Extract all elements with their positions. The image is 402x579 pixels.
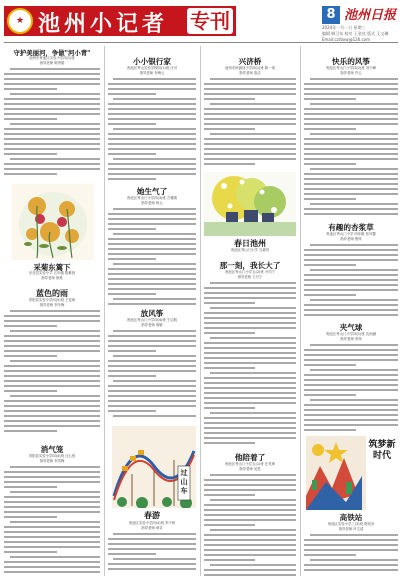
article-body <box>4 310 100 438</box>
article-byline: 指导老师 杨云 <box>141 201 163 205</box>
article-body <box>108 533 196 576</box>
article-byline: 贵池区秀山门小学四(1)班 沈雨涵 <box>326 332 376 336</box>
article-byline: 指导老师 吴思 <box>239 467 261 471</box>
article-title: 春游 <box>144 510 160 520</box>
paper-logo: 池州日报 <box>344 8 397 23</box>
article-title: 守护美丽河，争做"河小青" <box>13 49 91 57</box>
article-body <box>4 68 100 184</box>
editor-credits: 编辑 韩卫东 校对 王金良 版式 王文琳 <box>322 31 389 36</box>
article-byline: 指导老师 詹洁 <box>239 71 261 75</box>
article-byline: 贵池区秀山门小学五(1)班 汪昊坤 <box>225 462 275 466</box>
page-number: 8 <box>322 6 340 24</box>
article-body <box>204 474 296 576</box>
article-byline: 青阳县实验小学四(5)班 王佳研 <box>28 298 76 302</box>
article-byline: 指导老师 许云 <box>340 71 362 75</box>
article-byline: 指导老师 李海云 <box>139 71 165 75</box>
article-body <box>304 344 398 434</box>
masthead-title: 池州小记者 <box>38 11 169 37</box>
article-byline: 贵池区秀山门小学四(2)班 刘子峰 <box>326 66 376 70</box>
article-title: 快乐的风筝 <box>332 57 370 66</box>
article-byline: 贵池区实验小学三(3)班 陈钧彦 <box>327 522 375 526</box>
article-title: 兴济桥 <box>238 57 262 66</box>
article-byline: 指导老师 李雪梅 <box>39 459 65 463</box>
article-byline: 青阳县实验小学四(4)班 汪心悦 <box>28 454 76 458</box>
article-byline: 东至县实验小学 五年级 陈紫萱 <box>28 271 76 275</box>
masthead <box>0 0 402 44</box>
article-title: 蓝色的雨 <box>36 288 68 298</box>
article-byline: 贵池区秀山门小学五(2)班 尹芮宁 <box>225 270 275 274</box>
article-title: 那一刻，我长大了 <box>219 261 281 270</box>
article-byline: 指导老师 王巧宁 <box>237 275 263 279</box>
article-byline: 指导老师 鲁萍 <box>340 237 362 241</box>
roller-coaster-drawing <box>112 426 196 508</box>
column-divider <box>200 46 201 576</box>
masthead-rule <box>4 42 398 43</box>
article-byline: 指导老师 李冬梅 <box>39 303 65 307</box>
article-byline: 贵池区秀山门小学四(4)班 王启航 <box>127 318 177 322</box>
article-byline: 指导老师 徐燕 <box>41 276 63 280</box>
article-byline: 池州市贵池区实验小学四(1)班 <box>29 56 75 60</box>
article-title: 高铁站 <box>339 513 363 522</box>
article-body <box>108 330 196 422</box>
illustration-caption: 筑梦新时代 <box>368 440 396 461</box>
article-byline: 贵池区秀山门小学四(3)班 方雅晴 <box>127 196 177 200</box>
article-title: 小小银行家 <box>133 57 171 66</box>
illustration-caption: 过山车 <box>180 468 188 495</box>
article-body <box>4 466 100 576</box>
illustration-credit: 贵池区秀山门小学 石嘉芮 <box>230 248 270 252</box>
article-byline: 指导老师 陈秀娟 <box>39 61 65 65</box>
article-byline: 指导老师 周敏 <box>141 323 163 327</box>
article-byline: 指导老师 李萍 <box>340 337 362 341</box>
article-title: 他陪着了 <box>234 453 266 462</box>
article-byline: 指导老师 章芬 <box>141 526 163 530</box>
article-body <box>304 78 398 220</box>
newspaper-emblem-icon: ★ <box>7 8 33 34</box>
article-body <box>204 282 296 450</box>
masthead-special-badge: 专刊 <box>187 8 233 34</box>
article-byline: 指导老师 叶文清 <box>338 527 364 531</box>
article-byline: 贵池区实验小学四(4)班 李子妍 <box>128 521 176 525</box>
dream-new-era-drawing <box>306 436 398 510</box>
article-body <box>204 78 296 170</box>
column-divider <box>300 46 301 576</box>
article-byline: 贵池区秀山实验学校四(1)班 汪可 <box>127 66 177 70</box>
article-body <box>304 244 398 320</box>
article-title: 消气笼 <box>40 445 64 454</box>
contact-email: Email:czrbxw@126.com <box>322 37 371 42</box>
spring-chizhou-painting <box>204 172 296 236</box>
article-byline: 贵池区秀山门小学 四年级 张可馨 <box>326 232 376 236</box>
article-title: 有趣的杏浆草 <box>328 223 374 232</box>
column-divider <box>104 46 105 576</box>
chrysanthemum-painting <box>12 184 94 260</box>
article-title: 夹气球 <box>339 323 363 332</box>
article-title: 采菊东篱下 <box>33 263 71 272</box>
issue-date: 2024年一月一日 星期三 <box>322 25 366 30</box>
illustration-caption: 春日池州 <box>234 238 266 248</box>
article-byline: 池州市秋浦河小学四(1)班 陈一诺 <box>225 66 275 70</box>
article-body <box>108 78 196 182</box>
article-body <box>108 208 196 306</box>
article-title: 她生气了 <box>136 187 168 196</box>
article-title: 放风筝 <box>140 309 164 318</box>
article-body <box>304 534 398 576</box>
